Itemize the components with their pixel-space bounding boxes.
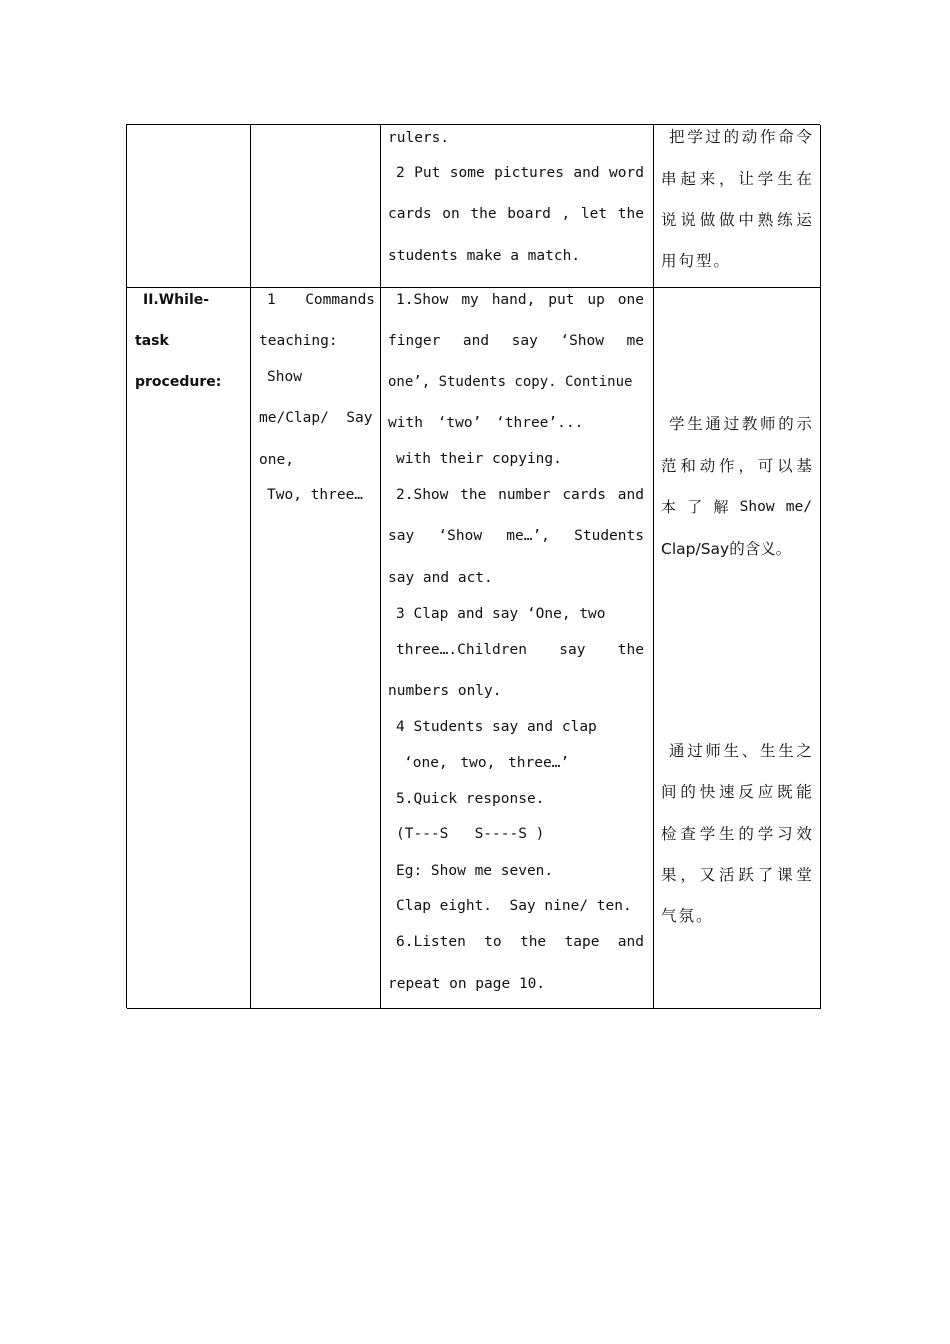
r2-activity-line-12: 4 Students say and clap [396,719,597,735]
r2-purpose1-line-3: 本 了 解 Show me/ [661,498,812,516]
r2-activity-line-17: Clap eight. Say nine/ ten. [396,898,632,914]
r2-stage-line-1: II.While- [143,292,210,308]
r2-purpose1-line-4: Clap/Say的含义。 [661,540,792,558]
r2-activity-line-11: numbers only. [388,683,502,699]
r2-purpose2-line-5: 气氛。 [661,907,714,925]
row2-stage-cell [127,288,251,1009]
r2-purpose2-line-4: 果 ， 又 活 跃 了 课 堂 [661,866,812,884]
r1-activity-line-2: 2 Put some pictures and word [396,165,644,181]
row2-purpose-cell [654,288,821,1009]
r2-activity-line-4: with ‘two’ ‘three’... [388,415,584,431]
r2-purpose1-line-2: 范 和 动 作 ， 可 以 基 [661,457,812,475]
r2-activity-line-16: Eg: Show me seven. [396,863,554,879]
r2-activity-line-13: ‘one, two, three…’ [404,755,570,771]
r1-activity-line-3: cards on the board , let the [388,206,644,222]
r2-activity-line-14: 5.Quick response. [396,791,545,807]
r1-activity-line-4: students make a match. [388,248,581,264]
r2-activity-line-15: (T---S S----S ) [396,826,545,842]
r1-activity-line-1: rulers. [388,130,450,146]
r2-activity-line-7: say ‘Show me…’, Students [388,528,644,544]
r2-purpose1-line-1: 学 生 通 过 教 师 的 示 [669,415,812,433]
r2-activity-line-10: three….Children say the [396,642,644,658]
r2-activity-line-18: 6.Listen to the tape and [396,934,644,950]
r1-purpose-line-4: 用句型。 [661,252,732,270]
r2-activity-line-2: finger and say ‘Show me [388,333,644,349]
r2-content-line-6: Two, three… [267,487,364,503]
r2-stage-line-3: procedure: [135,374,222,390]
r2-activity-line-9: 3 Clap and say ‘One, two [396,606,606,622]
r2-content-line-5: one, [259,452,294,468]
r2-activity-line-6: 2.Show the number cards and [396,487,644,503]
r2-purpose2-line-3: 检 查 学 生 的 学 习 效 [661,825,812,843]
r1-purpose-line-1: 把 学 过 的 动 作 命 令 [669,128,812,146]
r2-activity-line-19: repeat on page 10. [388,976,546,992]
r2-content-line-2: teaching: [259,333,338,349]
r2-activity-line-8: say and act. [388,570,493,586]
r1-purpose-line-2: 串 起 来 ， 让 学 生 在 [661,170,812,188]
r2-content-line-3: Show [267,369,302,385]
r2-activity-line-5: with their copying. [396,451,562,467]
row1-content-cell [251,125,381,288]
r2-activity-line-1: 1.Show my hand, put up one [396,292,644,308]
row2-content-cell [251,288,381,1009]
r2-content-line-1: 1 Commands [267,292,376,308]
r2-stage-line-2: task [135,333,169,349]
row1-stage-cell [127,125,251,288]
r2-activity-line-3: one’, Students copy. Continue [388,374,633,390]
r2-purpose2-line-2: 间 的 快 速 反 应 既 能 [661,783,812,801]
r2-purpose2-line-1: 通 过 师 生 、 生 生 之 [669,742,812,760]
r1-purpose-line-3: 说 说 做 做 中 熟 练 运 [661,211,812,229]
r2-content-line-4: me/Clap/ Say [259,410,373,426]
